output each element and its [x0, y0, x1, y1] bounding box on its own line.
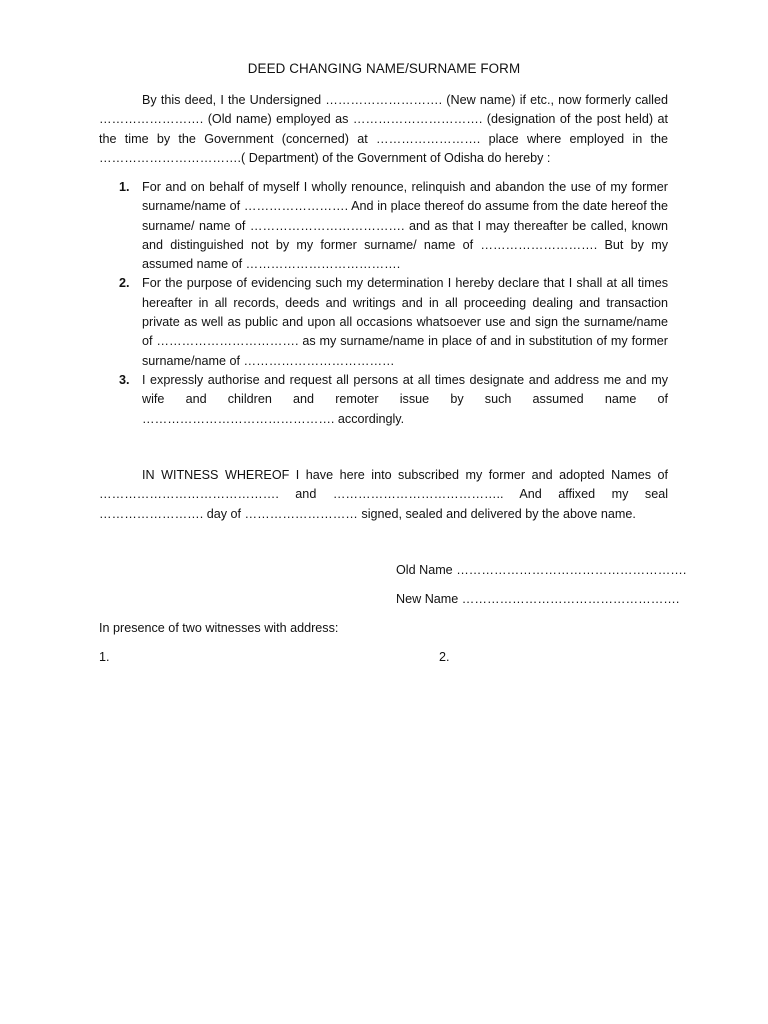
witnesses-heading: In presence of two witnesses with address: [99, 621, 339, 635]
clause-text: For the purpose of evidencing such my determination I hereby declare that I shall at all times hereafter in all records, deeds and writings and in all proceeding dealing and transaction private as well as public and upon all occasions whatsoever use and sign the surname/name of ……………………………. as my surname/name in place of and in substitution of my former surname/name of ……………………………… [142, 276, 668, 368]
clause-number: 3. [119, 372, 130, 387]
witness-1-number: 1. [99, 650, 110, 664]
deed-clause-3 [99, 371, 668, 429]
deed-clause-1 [99, 178, 668, 274]
witness-2-number: 2. [439, 650, 450, 664]
clause-text: For and on behalf of myself I wholly renounce, relinquish and abandon the use of my former surname/name of ……………………. And in place thereof do assume from the date hereof the surname/ name of ………………………………. and as that I may thereafter be called, known and distinguished not by my former surname/ name of ………………………. But by my assumed name of ………………………………. [142, 180, 668, 272]
intro-paragraph: By this deed, I the Undersigned ………………………. (New name) if etc., now formerly called ……………………. (Old name) employed as …………………………. (designation of the post held) at the time by the Government (concerned) at ……………………. place where employed in the …………………………….( Department) of the Government of Odisha do hereby : [99, 93, 668, 165]
deed-clauses-list [99, 178, 668, 429]
deed-clause-2 [99, 274, 668, 370]
clause-number: 1. [119, 180, 130, 194]
witness-clause: IN WITNESS WHEREOF I have here into subscribed my former and adopted Names of ……………………………………. and ………………………………….. And affixed my seal ……………………. day of ……………………… signed, sealed and delivered by the above name. [99, 468, 668, 521]
clause-number: 2. [119, 276, 130, 291]
document-title: DEED CHANGING NAME/SURNAME FORM [247, 61, 521, 76]
clause-text: I expressly authorise and request all persons at all times designate and address me and my wife and children and remoter issue by such assumed name of ………………………………………. accordingly. [142, 372, 668, 426]
new-name-line: New Name ……………………………………………. [396, 592, 680, 606]
old-name-line: Old Name ………………………………………………. [396, 563, 687, 577]
